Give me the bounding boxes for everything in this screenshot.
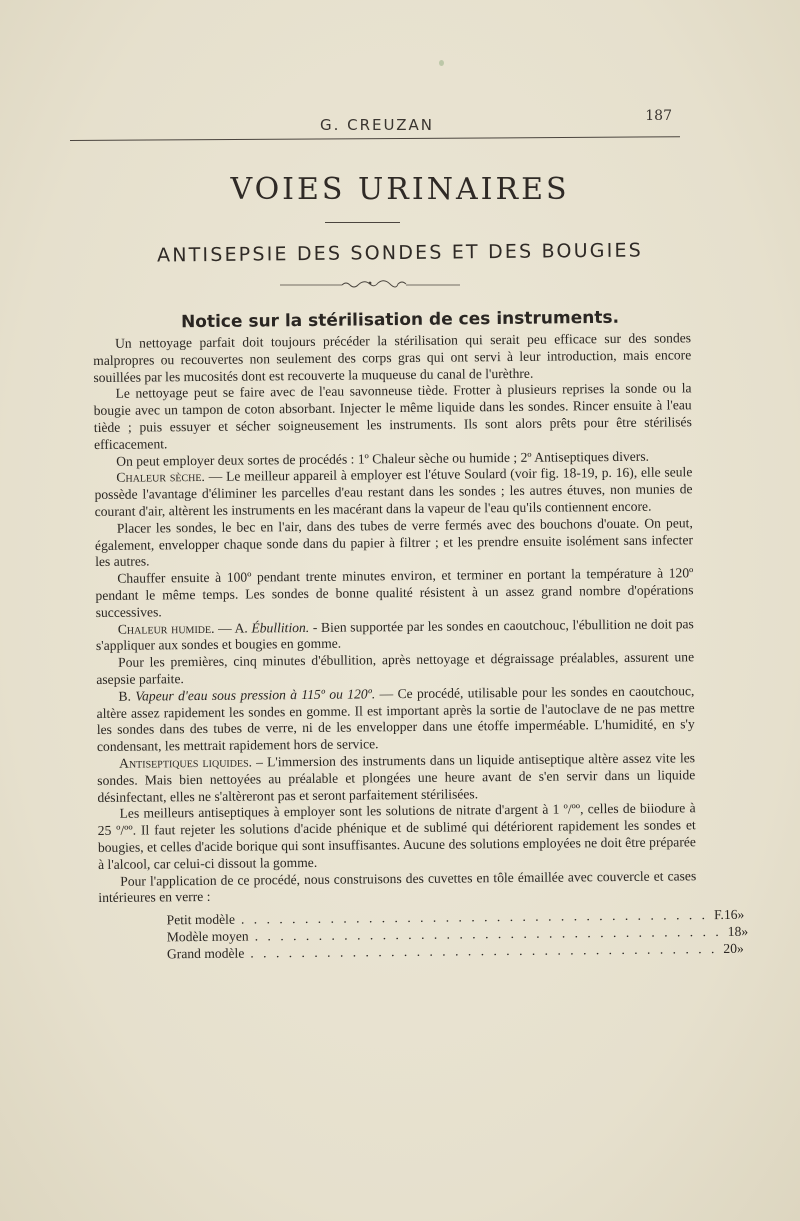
leader-dots: . . . . . . . . . . . . . . . . . . . . . . . . . . . . . . . . . . . . . bbox=[254, 923, 722, 944]
price-value: 20 bbox=[723, 940, 738, 956]
paragraph-antiseptics-2: Les meilleurs antiseptiques à employer sont les solutions de nitrate d'argent à 1 º/ºº, celles de biiodure à 25 º/ºº. Il faut rejeter les solutions d'acide phénique et de sublimé qui détériorent rapidement les sondes et bougies, et celles d'acide borique qui sont insuffisantes. Aucune des solutions employées ne doit être préparée à l'alcool, car celui-ci dissout la gomme. bbox=[97, 800, 696, 872]
heading-moist-heat: Chaleur humide. bbox=[117, 620, 215, 637]
body-text bbox=[93, 330, 749, 963]
price-label: Grand modèle bbox=[166, 945, 245, 962]
ink-blot bbox=[439, 60, 444, 66]
paragraph-cleaning: Le nettoyage peut se faire avec de l'eau savonneuse tiède. Frotter à plusieurs reprises la sonde ou la bougie avec un tampon de coton absorbant. Injecter le même liquide dans les sondes. Rincer ensuite à l'eau tiède ; puis essuyer et sécher soigneusement les instruments. Ils sont alors prêts pour être stérilisés efficacement. bbox=[93, 380, 692, 452]
moist-heat-a-text: - Bien supportée par les sondes en caoutchouc, l'ébullition ne doit pas s'appliquer aux sondes et bougies en gomme. bbox=[95, 615, 694, 654]
title-rule bbox=[325, 222, 400, 223]
paragraph-intro: Un nettoyage parfait doit toujours précéder la stérilisation qui serait peu efficace sur des sondes malpropres ou recouvertes non seulement des corps gras qui ont servi à leur introduction, mais encore souillées par les mucosités dont est recouverte la muqueuse du canal de l'urèthre. bbox=[93, 330, 692, 385]
running-author: G. CREUZAN bbox=[320, 116, 435, 134]
moist-heat-b-title: Vapeur d'eau sous pression à 115º ou 120º. bbox=[135, 686, 376, 704]
moist-heat-a-label: — A. bbox=[214, 620, 252, 636]
price-suffix: » bbox=[736, 940, 744, 956]
paragraph-methods: On peut employer deux sortes de procédés : 1º Chaleur sèche ou humide ; 2º Antiseptiques divers. bbox=[116, 448, 650, 469]
paragraph-dry-heat-3: Chauffer ensuite à 100º pendant trente minutes environ, et terminer en portant la température à 120º pendant le même temps. Les sondes de bonne qualité résistent à un assez grand nombre d'opérations successives. bbox=[95, 565, 694, 620]
antiseptics-text: – L'immersion des instruments dans un liquide antiseptique altère assez vite les sondes. Mais bien nettoyées au préalable et plongées une heure avant de s'en servir dans un liquide désinfectant, elles ne s'altèreront pas et seront parfaitement stérilisées. bbox=[97, 750, 696, 805]
price-suffix: » bbox=[741, 923, 749, 939]
moist-heat-b-text: — Ce procédé, utilisable pour les sondes en caoutchouc, altère assez rapidement les sondes en gomme. Il est important après la sortie de l'autoclave de ne pas mettre les sondes dans des tubes de verre, ni de les envelopper dans une étoffe imperméable. L'humidité, en s'y condensant, les mettrait rapidement hors de service. bbox=[96, 682, 695, 755]
dry-heat-text: — Le meilleur appareil à employer est l'étuve Soulard (voir fig. 18-19, p. 16), elle seule possède l'avantage d'éliminer les parcelles d'eau restant dans les sondes ; les autres étuves, non munies de courant d'air, altèrent les instruments en les macérant dans la vapeur de l'eau qu'ils contiennent encore. bbox=[94, 464, 693, 519]
paragraph-antiseptics-3: Pour l'application de ce procédé, nous construisons des cuvettes en tôle émaillée avec couvercle et cases intérieures en verre : bbox=[98, 867, 697, 906]
heading-dry-heat: Chaleur sèche. bbox=[116, 469, 205, 486]
price-currency: F. bbox=[713, 907, 724, 923]
price-suffix: » bbox=[737, 906, 745, 922]
paragraph-dry-heat-2: Placer les sondes, le bec en l'air, dans des tubes de verre fermés avec des bouchons d'ouate. On peut, également, envelopper chaque sonde dans du papier à filtrer ; et les prendre ensuite isolément sans infecter les autres. bbox=[94, 515, 694, 570]
subtitle: ANTISEPSIE DES SONDES ET DES BOUGIES bbox=[156, 239, 644, 267]
paragraph-moist-heat-2: Pour les premières, cinq minutes d'ébullition, après nettoyage et dégraissage préalables, assurent une asepsie parfaite. bbox=[96, 649, 695, 687]
paragraph-antiseptics bbox=[97, 750, 695, 806]
heading-antiseptics: Antiseptiques liquides. bbox=[119, 754, 253, 771]
leader-dots: . . . . . . . . . . . . . . . . . . . . . . . . . . . . . . . . . . . . . bbox=[250, 940, 718, 961]
price-value: 18 bbox=[727, 923, 742, 939]
price-row bbox=[166, 940, 744, 963]
notice-title: Notice sur la stérilisation de ces instruments. bbox=[180, 307, 620, 333]
paragraph-dry-heat bbox=[94, 465, 692, 521]
ornament-divider bbox=[280, 277, 460, 291]
moist-heat-a-title: Ébullition. bbox=[251, 619, 310, 636]
price-label: Modèle moyen bbox=[166, 928, 249, 945]
leader-dots: . . . . . . . . . . . . . . . . . . . . . . . . . . . . . . . . . . . . . bbox=[240, 907, 709, 927]
price-label: Petit modèle bbox=[166, 911, 236, 928]
section-title: VOIES URINAIRES bbox=[230, 172, 570, 207]
price-value: 16 bbox=[723, 906, 738, 923]
page-number: 187 bbox=[645, 108, 672, 124]
moist-heat-b-label: B. bbox=[118, 688, 136, 704]
price-list bbox=[99, 906, 749, 963]
paragraph-moist-heat-b bbox=[96, 683, 695, 756]
paragraph-moist-heat bbox=[96, 616, 694, 655]
